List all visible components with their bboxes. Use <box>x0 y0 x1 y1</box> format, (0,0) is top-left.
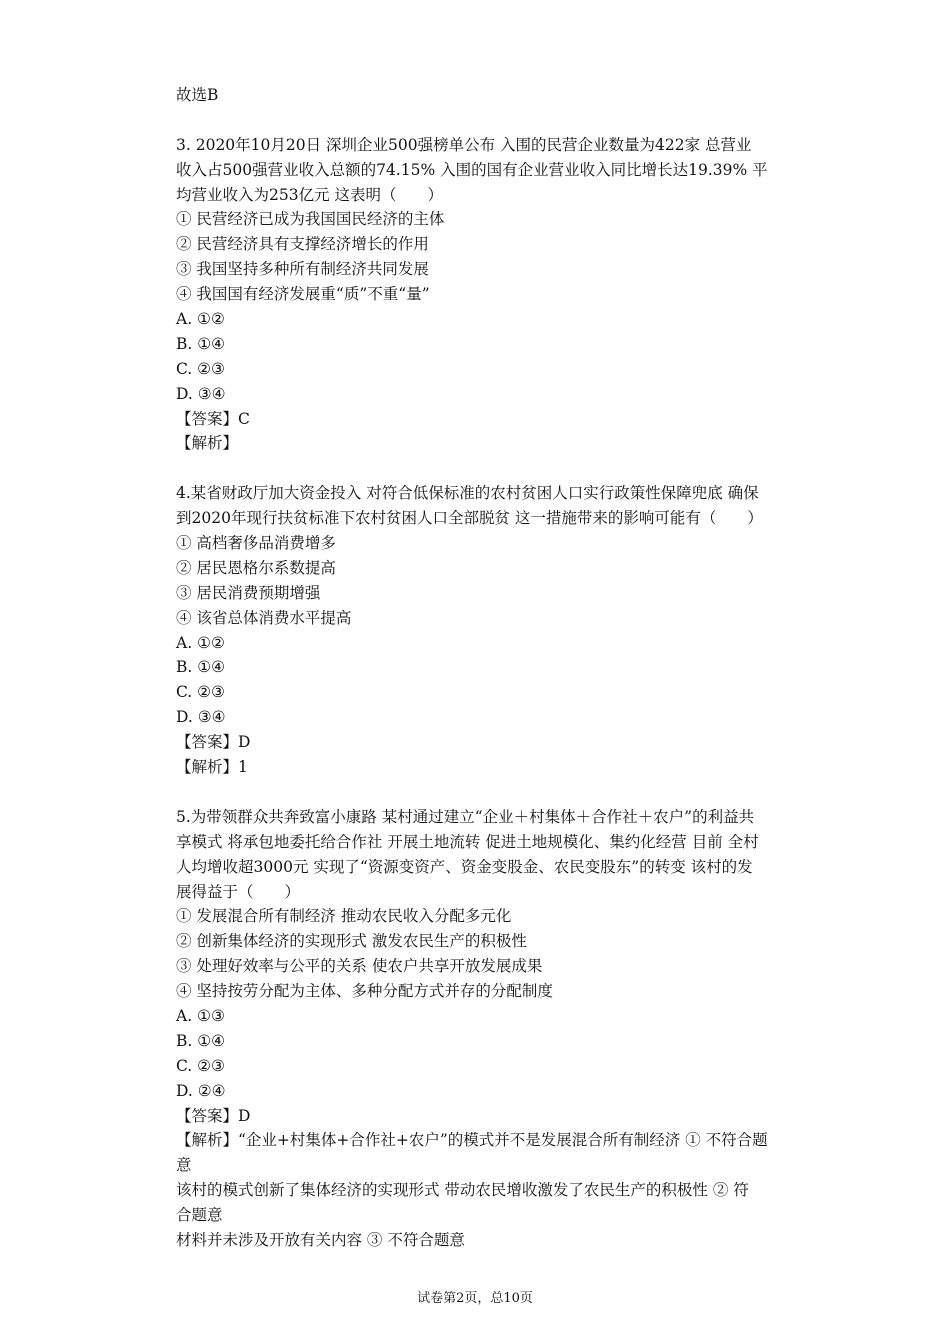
analysis-line: 材料并未涉及开放有关内容 ③ 不符合题意 <box>176 1230 465 1249</box>
question-stem-line: 4.某省财政厅加大资金投入 对符合低保标准的农村贫困人口实行政策性保障兜底 确保 <box>176 484 759 503</box>
statement-item: ④ 我国国有经济发展重“质”不重“量” <box>176 285 430 304</box>
statement-item: ① 高档奢侈品消费增多 <box>176 534 336 553</box>
statement-item: ① 发展混合所有制经济 推动农民收入分配多元化 <box>176 907 512 926</box>
question-list <box>176 133 806 1253</box>
analysis-line: 意 <box>176 1156 192 1175</box>
analysis-line: 【解析】 <box>176 434 239 453</box>
statement-item: ③ 处理好效率与公平的关系 使农户共享开放发展成果 <box>176 957 543 976</box>
statement-item: ② 居民恩格尔系数提高 <box>176 558 336 577</box>
answer-line: 【答案】C <box>176 409 250 428</box>
intro-line: 故选B <box>176 86 219 104</box>
statement-item: ② 民营经济具有支撑经济增长的作用 <box>176 235 429 254</box>
question-stem-line: 展得益于（ ） <box>176 882 301 901</box>
analysis-line: 【解析】“企业+村集体+合作社+农户”的模式并不是发展混合所有制经济 ① 不符合题 <box>176 1131 768 1150</box>
spacer <box>176 108 806 133</box>
statement-item: ③ 我国坚持多种所有制经济共同发展 <box>176 260 429 279</box>
answer-option: B. ①④ <box>176 334 226 353</box>
question-block <box>176 805 806 1253</box>
answer-option: B. ①④ <box>176 1031 226 1050</box>
statement-item: ③ 居民消费预期增强 <box>176 583 321 602</box>
question-block <box>176 133 806 457</box>
answer-option: D. ②④ <box>176 1081 226 1100</box>
question-stem-line: 5.为带领群众共奔致富小康路 某村通过建立“企业＋村集体＋合作社＋农户”的利益共 <box>176 807 755 826</box>
question-stem-line: 人均增收超3000元 实现了“资源变资产、资金变股金、农民变股东”的转变 该村的发 <box>176 857 753 876</box>
answer-option: C. ②③ <box>176 683 225 702</box>
answer-option: A. ①② <box>176 310 225 329</box>
answer-line: 【答案】D <box>176 733 251 752</box>
analysis-line: 【解析】1 <box>176 758 248 777</box>
question-stem-line: 3. 2020年10月20日 深圳企业500强榜单公布 入围的民营企业数量为422家 总营业 <box>176 135 752 154</box>
statement-item: ④ 坚持按劳分配为主体、多种分配方式并存的分配制度 <box>176 982 553 1001</box>
question-stem-line: 到2020年现行扶贫标准下农村贫困人口全部脱贫 这一措施带来的影响可能有（ ） <box>176 509 763 528</box>
page-content <box>176 83 806 1253</box>
spacer <box>176 780 806 805</box>
page-footer: 试卷第2页，总10页 <box>417 1291 533 1306</box>
answer-line: 【答案】D <box>176 1106 251 1125</box>
question-stem-line: 享模式 将承包地委托给合作社 开展土地流转 促进土地规模化、集约化经营 目前 全村 <box>176 832 759 851</box>
spacer <box>176 456 806 481</box>
question-stem-line: 均营业收入为253亿元 这表明（ ） <box>176 185 444 204</box>
question-stem-line: 收入占500强营业收入总额的74.15% 入围的国有企业营业收入同比增长达19.39% 平 <box>176 160 768 179</box>
answer-option: C. ②③ <box>176 359 225 378</box>
question-block <box>176 481 806 780</box>
answer-option: B. ①④ <box>176 658 226 677</box>
answer-option: A. ①③ <box>176 1006 225 1025</box>
analysis-line: 该村的模式创新了集体经济的实现形式 带动农民增收激发了农民生产的积极性 ② 符 <box>176 1181 749 1200</box>
analysis-line: 合题意 <box>176 1206 223 1225</box>
statement-item: ② 创新集体经济的实现形式 激发农民生产的积极性 <box>176 932 527 951</box>
answer-option: C. ②③ <box>176 1056 225 1075</box>
answer-option: A. ①② <box>176 633 225 652</box>
answer-option: D. ③④ <box>176 708 226 727</box>
statement-item: ④ 该省总体消费水平提高 <box>176 608 352 627</box>
statement-item: ① 民营经济已成为我国国民经济的主体 <box>176 210 445 229</box>
answer-option: D. ③④ <box>176 384 226 403</box>
